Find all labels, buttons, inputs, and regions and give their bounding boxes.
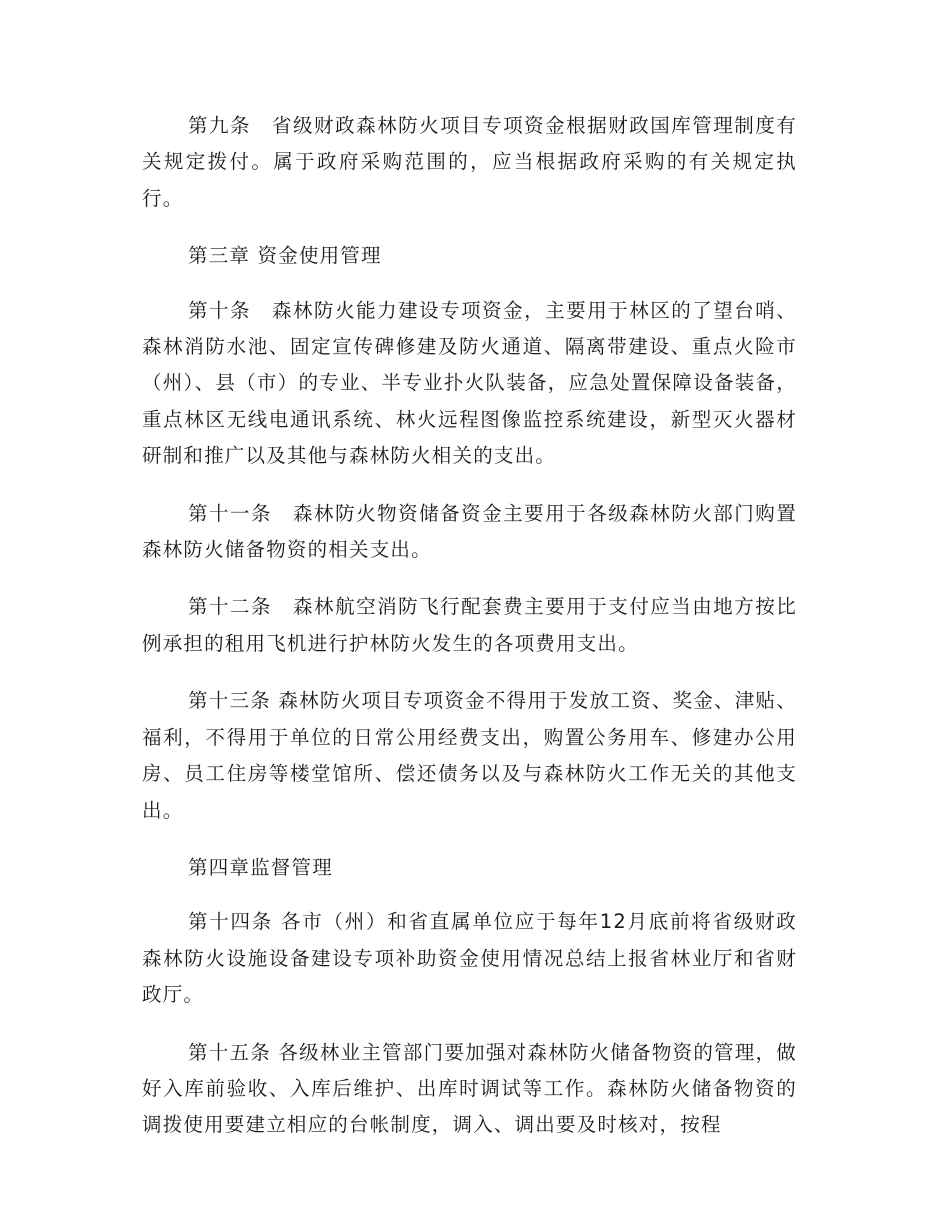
chapter-heading-3: 第三章 资金使用管理 <box>188 244 382 268</box>
paragraph-article-11: 第十一条 森林防火物资储备资金主要用于各级森林防火部门购置森林防火储备物资的相关支出。 <box>142 501 797 562</box>
paragraph-article-15: 第十五条 各级林业主管部门要加强对森林防火储备物资的管理，做好入库前验收、入库后维护、出库时调试等工作。森林防火储备物资的调拨使用要建立相应的台帐制度，调入、调出要及时核对，按程 <box>142 1040 797 1137</box>
document-page <box>142 108 797 1165</box>
paragraph-article-12: 第十二条 森林航空消防飞行配套费主要用于支付应当由地方按比例承担的租用飞机进行护林防火发生的各项费用支出。 <box>142 595 797 655</box>
chapter-heading-4: 第四章监督管理 <box>188 855 333 879</box>
paragraph-article-9: 第九条 省级财政森林防火项目专项资金根据财政国库管理制度有关规定拨付。属于政府采购范围的，应当根据政府采购的有关规定执行。 <box>142 114 797 210</box>
paragraph-article-10: 第十条 森林防火能力建设专项资金，主要用于林区的了望台哨、森林消防水池、固定宣传碑修建及防火通道、隔离带建设、重点火险市（州）、县（市）的专业、半专业扑火队装备，应急处置保障设备装备，重点林区无线电通讯系统、林火远程图像监控系统建设，新型灭火器材研制和推广以及其他与森林防火相关的支出。 <box>142 298 797 468</box>
paragraph-article-14: 第十四条 各市（州）和省直属单位应于每年12月底前将省级财政森林防火设施设备建设专项补助资金使用情况总结上报省林业厅和省财政厅。 <box>142 910 797 1007</box>
paragraph-article-13: 第十三条 森林防火项目专项资金不得用于发放工资、奖金、津贴、福利，不得用于单位的日常公用经费支出，购置公务用车、修建办公用房、员工住房等楼堂馆所、偿还债务以及与森林防火工作无关的其他支出。 <box>142 689 797 822</box>
